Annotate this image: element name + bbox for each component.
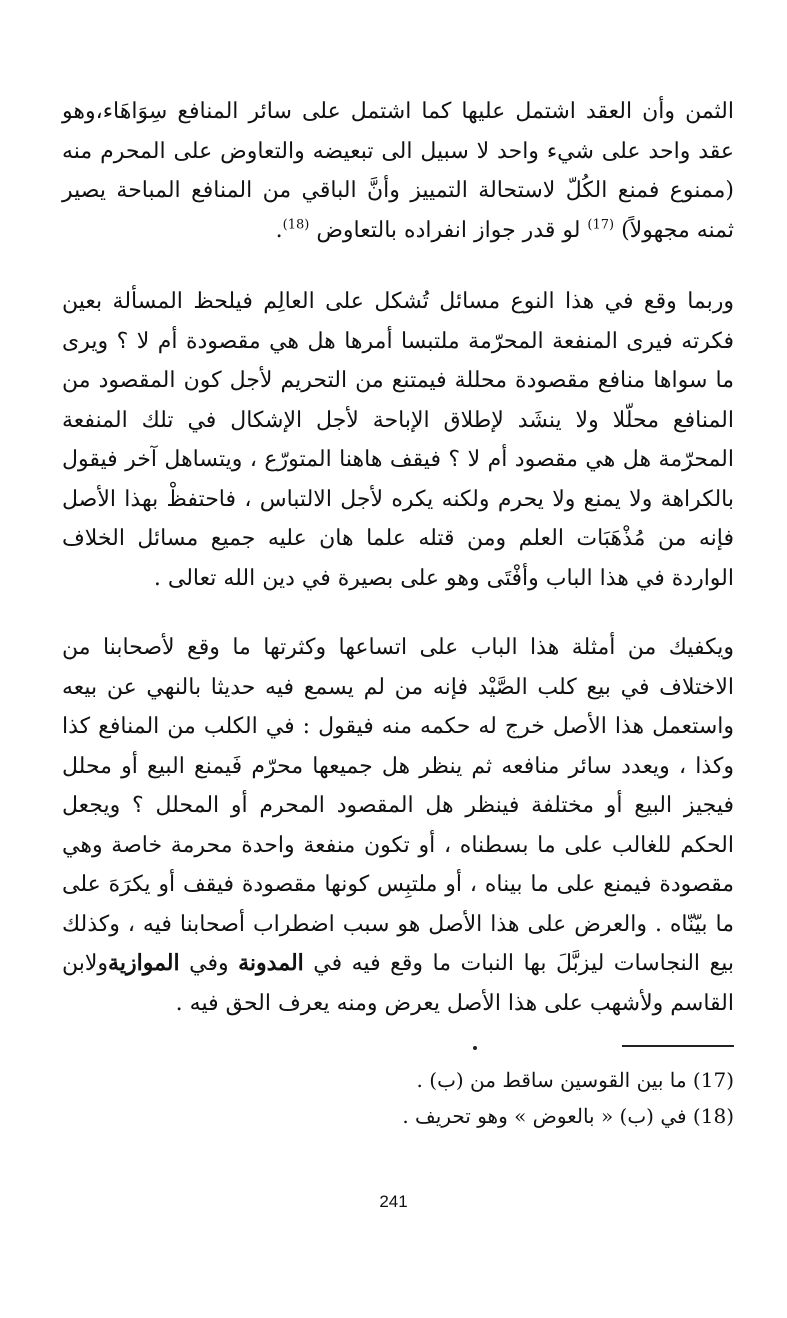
- book-title-mawaziya: الموازية: [108, 950, 180, 976]
- stray-dot: [473, 1046, 477, 1050]
- paragraph-1-text-b: لو قدر جواز انفراده بالتعاوض: [309, 217, 588, 243]
- footnote-ref-17: (17): [587, 217, 615, 233]
- paragraph-2-text: وربما وقع في هذا النوع مسائل تُشكل على العالِم فيلحظ المسألة بعين فكرته فيرى المنفعة المحرّمة ملتبسا أمرها هل هي مقصودة أم لا ؟ ويرى ما سواها منافع مقصودة محللة فيمتنع من التحريم لأجل كون المقصود من المنافع محلّلا ولا ينشَد لإطلاق الإباحة لأجل الإشكال في تلك المنفعة المحرّمة هل هي مقصود أم لا ؟ فيقف هاهنا المتورّع ، ويتساهل آخر فيقول بالكراهة ولا يمنع ولا يحرم ولكنه يكره لأجل الالتباس ، فاحتفظْ بهذا الأصل فإنه من مُذْهَبَات العلم ومن قتله علما هان عليه جميع مسائل الخلاف الواردة في هذا الباب وأفْتَى وهو على بصيرة في دين الله تعالى .: [62, 289, 734, 591]
- footnotes: [62, 1062, 734, 1134]
- paragraph-1: [62, 92, 734, 250]
- footnote-ref-18: (18): [282, 217, 310, 233]
- paragraph-1-text-a: الثمن وأن العقد اشتمل عليها كما اشتمل على سائر المنافع سِوَاهَاء،وهو عقد واحد على شيء واحد لا سبيل الى تبعيضه والتعاوض على المحرم منه (ممنوع فمنع الكُلّ لاستحالة التمييز وأنَّ الباقي من المنافع المباحة يصير ثمنه مجهولاً): [62, 99, 734, 243]
- paragraph-2: [62, 282, 734, 598]
- page-number: 241: [379, 1192, 408, 1211]
- paragraph-1-text-c: .: [275, 217, 283, 243]
- book-title-mudawwana: المدونة: [238, 950, 304, 976]
- footnote-separator: [622, 1045, 734, 1047]
- footnote-18: (18) في (ب) « بالعوض » وهو تحريف .: [402, 1104, 734, 1128]
- paragraph-3-text-c: ولابن القاسم ولأشهب على هذا الأصل يعرض ومنه يعرف الحق فيه .: [62, 951, 734, 1016]
- paragraph-3: [62, 628, 734, 1023]
- footnote-17: (17) ما بين القوسين ساقط من (ب) .: [416, 1068, 734, 1092]
- paragraph-3-text-b: وفي: [179, 951, 239, 976]
- paragraph-3-text-a: ويكفيك من أمثلة هذا الباب على اتساعها وكثرتها ما وقع لأصحابنا من الاختلاف في بيع كلب الصَّيْد فإنه من لم يسمع فيه حديثا بالنهي عن بيعه واستعمل هذا الأصل خرج له حكمه منه فيقول : في الكلب من المنافع كذا وكذا ، ويعدد سائر منافعه ثم ينظر هل جميعها محرّم فَيمنع البيع أو محلل فيجيز البيع أو مختلفة فينظر هل المقصود المحرم أو المحلل ؟ ويجعل الحكم للغالب على ما بسطناه ، أو تكون منفعة واحدة محرمة خاصة وهي مقصودة فيمنع على ما بيناه ، أو ملتبِس كونها مقصودة فيقف أو يكرَهَ على ما بيّنّاه . والعرض على هذا الأصل هو سبب اضطراب أصحابنا فيه ، وكذلك بيع النجاسات ليزبَّلَ بها النبات ما وقع فيه في: [62, 635, 735, 976]
